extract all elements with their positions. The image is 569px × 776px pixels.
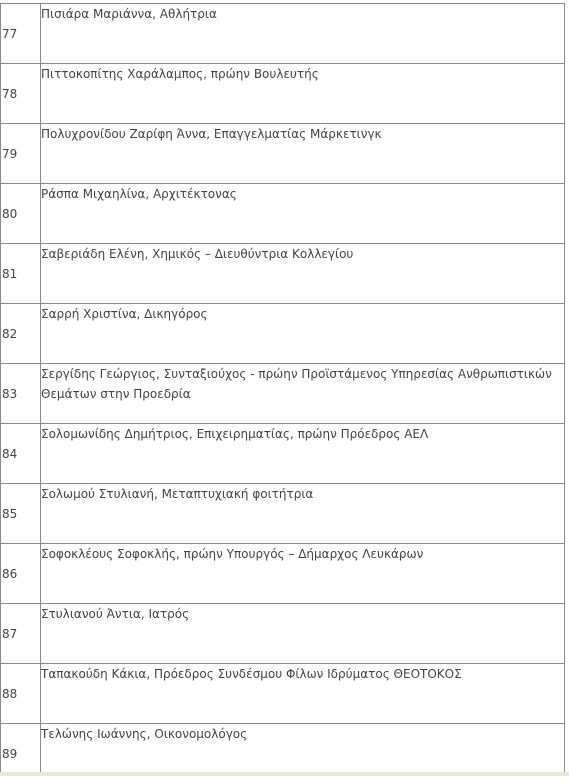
row-number: 89: [1, 724, 41, 776]
row-description: Σεργίδης Γεώργιος, Συνταξιούχος - πρώην Προϊστάμενος Υπηρεσίας Ανθρωπιστικών Θεμάτων στην Προεδρία: [41, 364, 565, 424]
table-row: [1, 304, 565, 364]
row-number: 88: [1, 664, 41, 724]
table-row: [1, 4, 565, 64]
row-number: 84: [1, 424, 41, 484]
table-row: [1, 484, 565, 544]
row-number: 79: [1, 124, 41, 184]
row-number: 83: [1, 364, 41, 424]
row-number: 78: [1, 64, 41, 124]
row-description: Τελώνης Ιωάννης, Οικονομολόγος: [41, 724, 565, 776]
table-row: [1, 64, 565, 124]
member-table: [0, 3, 565, 776]
table-row: [1, 664, 565, 724]
footer-band: [0, 772, 569, 776]
row-description: Πολυχρονίδου Ζαρίφη Άννα, Επαγγελματίας Μάρκετινγκ: [41, 124, 565, 184]
row-number: 85: [1, 484, 41, 544]
table-row: [1, 544, 565, 604]
table-row: [1, 364, 565, 424]
row-description: Σολωμού Στυλιανή, Μεταπτυχιακή φοιτήτρια: [41, 484, 565, 544]
row-number: 86: [1, 544, 41, 604]
table-row: [1, 724, 565, 776]
table-row: [1, 244, 565, 304]
row-number: 81: [1, 244, 41, 304]
table-row: [1, 604, 565, 664]
row-description: Σολομωνίδης Δημήτριος, Επιχειρηματίας, πρώην Πρόεδρος ΑΕΛ: [41, 424, 565, 484]
row-description: Σαρρή Χριστίνα, Δικηγόρος: [41, 304, 565, 364]
table-row: [1, 184, 565, 244]
row-number: 82: [1, 304, 41, 364]
row-description: Σαβεριάδη Ελένη, Χημικός – Διευθύντρια Κολλεγίου: [41, 244, 565, 304]
row-description: Πιττοκοπίτης Χαράλαμπος, πρώην Βουλευτής: [41, 64, 565, 124]
row-number: 77: [1, 4, 41, 64]
row-number: 87: [1, 604, 41, 664]
row-description: Πισιάρα Μαριάννα, Αθλήτρια: [41, 4, 565, 64]
row-number: 80: [1, 184, 41, 244]
row-description: Ράσπα Μιχαηλίνα, Αρχιτέκτονας: [41, 184, 565, 244]
row-description: Σοφοκλέους Σοφοκλής, πρώην Υπουργός – Δήμαρχος Λευκάρων: [41, 544, 565, 604]
row-description: Ταπακούδη Κάκια, Πρόεδρος Συνδέσμου Φίλων Ιδρύματος ΘΕΟΤΟΚΟΣ: [41, 664, 565, 724]
table-row: [1, 124, 565, 184]
row-description: Στυλιανού Άντια, Ιατρός: [41, 604, 565, 664]
table-row: [1, 424, 565, 484]
